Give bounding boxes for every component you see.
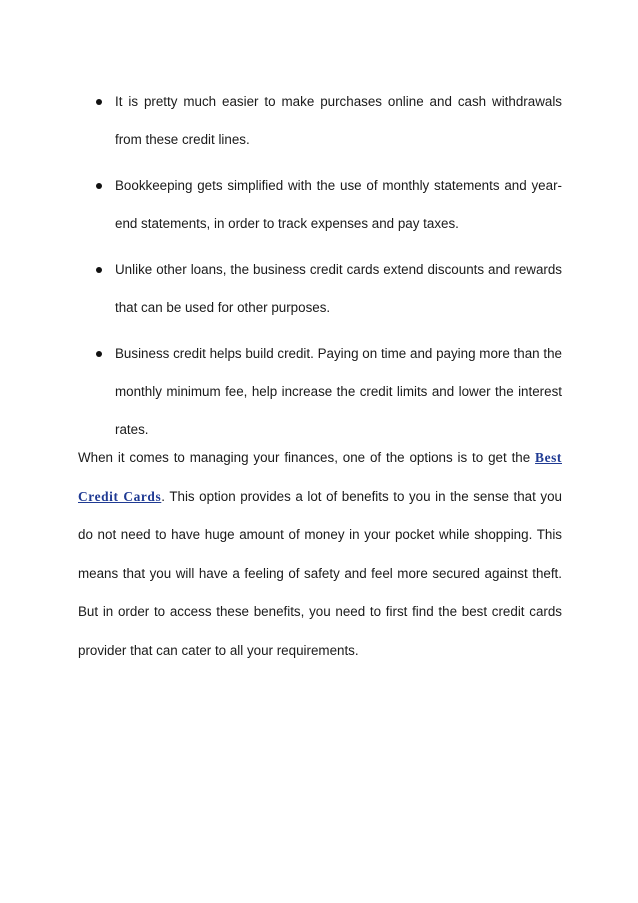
bullet-dot-icon xyxy=(96,183,102,189)
bullet-text: It is pretty much easier to make purchases online and cash withdrawals from these credit lines. xyxy=(115,94,562,147)
benefits-bullet-list xyxy=(94,83,562,457)
bullet-item-rewards xyxy=(94,251,562,327)
bullet-item-purchases xyxy=(94,83,562,159)
bullet-text: Bookkeeping gets simplified with the use of monthly statements and year-end statements, in order to track expenses and pay taxes. xyxy=(115,178,562,231)
bullet-item-build-credit xyxy=(94,335,562,449)
paragraph-intro-text: When it comes to managing your finances, one of the options is to get the xyxy=(78,450,536,465)
paragraph-body-text: . This option provides a lot of benefits to you in the sense that you do not need to have huge amount of money in your pocket while shopping. This means that you will have a feeling of safety and feel more secured against theft. But in order to access these benefits, you need to first find the best credit cards provider that can cater to all your requirements. xyxy=(78,488,562,658)
body-paragraph xyxy=(78,439,562,670)
best-credit-cards-link[interactable]: Best Credit Cards xyxy=(78,450,562,504)
bullet-item-bookkeeping xyxy=(94,167,562,243)
bullet-dot-icon xyxy=(96,99,102,105)
bullet-dot-icon xyxy=(96,351,102,357)
bullet-text: Unlike other loans, the business credit cards extend discounts and rewards that can be used for other purposes. xyxy=(115,262,562,315)
bullet-dot-icon xyxy=(96,267,102,273)
bullet-text: Business credit helps build credit. Paying on time and paying more than the monthly minimum fee, help increase the credit limits and lower the interest rates. xyxy=(115,346,562,437)
